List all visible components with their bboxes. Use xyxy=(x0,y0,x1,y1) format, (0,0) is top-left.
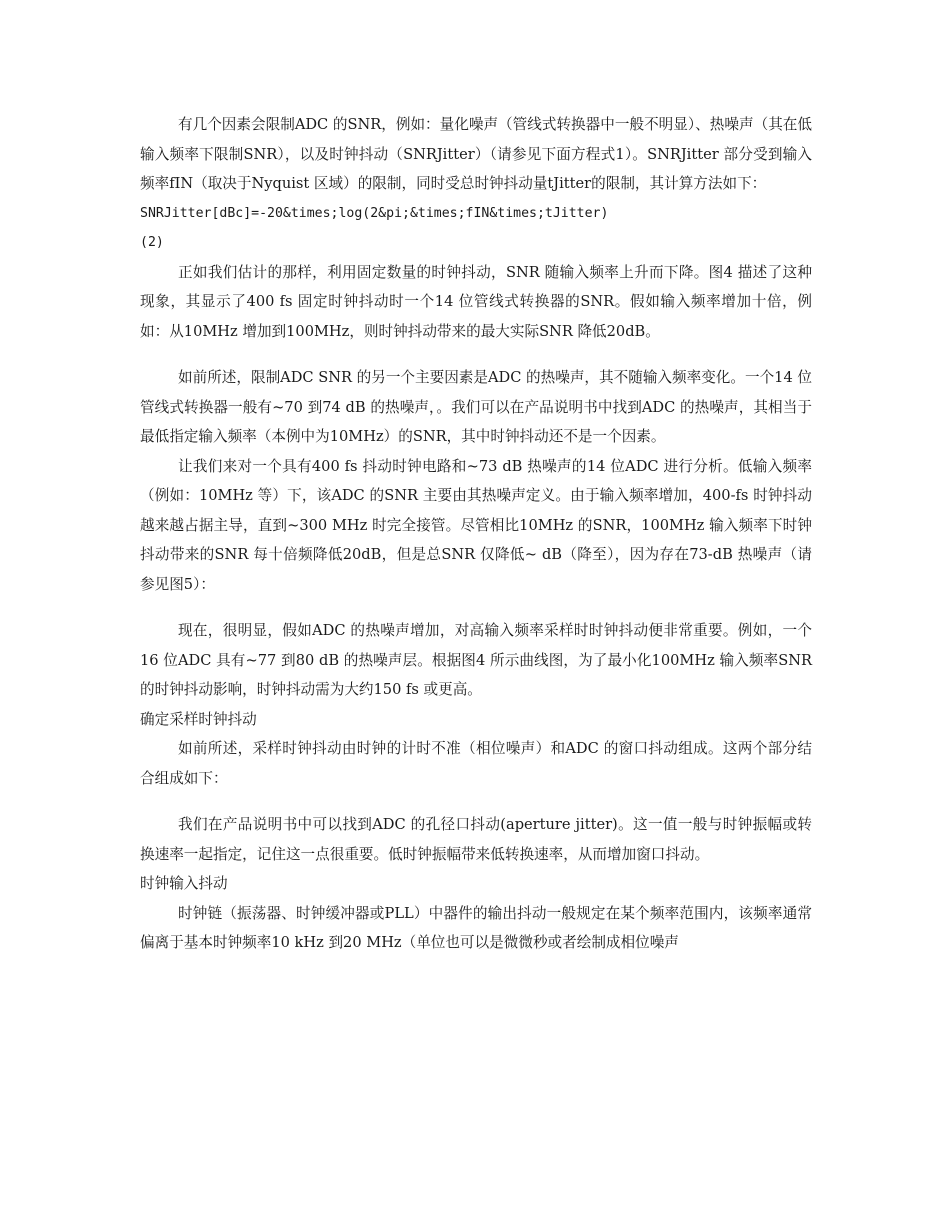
equation-snr-jitter: SNRJitter[dBc]=-20&times;log(2&pi;&times;fIN&times;tJitter) xyxy=(140,205,609,221)
paragraph-thermal-noise: 如前所述，限制ADC SNR 的另一个主要因素是ADC 的热噪声，其不随输入频率变化。一个14 位管线式转换器一般有~70 到74 dB 的热噪声，。我们可以在产品说明书中找到ADC 的热噪声，其相当于最低指定输入频率（本例中为10MHz）的SNR，其中时钟抖动还不是一个因素。 xyxy=(140,369,812,445)
paragraph-16bit-adc: 现在，很明显，假如ADC 的热噪声增加，对高输入频率采样时时钟抖动便非常重要。例如，一个16 位ADC 具有~77 到80 dB 的热噪声层。根据图4 所示曲线图，为了最小化100MHz 输入频率SNR 的时钟抖动影响，时钟抖动需为大约150 fs 或更高。 xyxy=(140,622,812,698)
paragraph-analysis-example: 让我们来对一个具有400 fs 抖动时钟电路和~73 dB 热噪声的14 位ADC 进行分析。低输入频率（例如：10MHz 等）下，该ADC 的SNR 主要由其热噪声定义。由于输入频率增加，400-fs 时钟抖动越来越占据主导，直到~300 MHz 时完全接管。尽管相比10MHz 的SNR，100MHz 输入频率下时钟抖动带来的SNR 每十倍频降低20dB，但是总SNR 仅降低~ dB（降至），因为存在73-dB 热噪声（请参见图5）： xyxy=(140,457,812,593)
paragraph-clock-chain-jitter: 时钟链（振荡器、时钟缓冲器或PLL）中器件的输出抖动一般规定在某个频率范围内，该频率通常偏离于基本时钟频率10 kHz 到20 MHz（单位也可以是微微秒或者绘制成相位噪声 xyxy=(140,904,812,951)
paragraph-jitter-components: 如前所述，采样时钟抖动由时钟的计时不准（相位噪声）和ADC 的窗口抖动组成。这两个部分结合组成如下： xyxy=(140,740,812,787)
paragraph-snr-limits: 有几个因素会限制ADC 的SNR，例如：量化噪声（管线式转换器中一般不明显）、热噪声（其在低输入频率下限制SNR），以及时钟抖动（SNRJitter）（请参见下面方程式1）。SNRJitter 部分受到输入频率fIN（取决于Nyquist 区域）的限制，同时受总时钟抖动量tJitter的限制，其计算方法如下： xyxy=(140,116,812,192)
paragraph-snr-vs-frequency: 正如我们估计的那样，利用固定数量的时钟抖动，SNR 随输入频率上升而下降。图4 描述了这种现象，其显示了400 fs 固定时钟抖动时一个14 位管线式转换器的SNR。假如输入频率增加十倍，例如：从10MHz 增加到100MHz，则时钟抖动带来的最大实际SNR 降低20dB。 xyxy=(140,263,812,340)
equation-number: (2) xyxy=(140,235,164,250)
section-heading-sampling-jitter: 确定采样时钟抖动 xyxy=(140,710,257,728)
section-heading-clock-input-jitter: 时钟输入抖动 xyxy=(140,875,228,892)
document-page xyxy=(140,110,812,958)
paragraph-aperture-jitter: 我们在产品说明书中可以找到ADC 的孔径口抖动(aperture jitter)。这一值一般与时钟振幅或转换速率一起指定，记住这一点很重要。低时钟振幅带来低转换速率，从而增加窗口抖动。 xyxy=(140,816,812,863)
